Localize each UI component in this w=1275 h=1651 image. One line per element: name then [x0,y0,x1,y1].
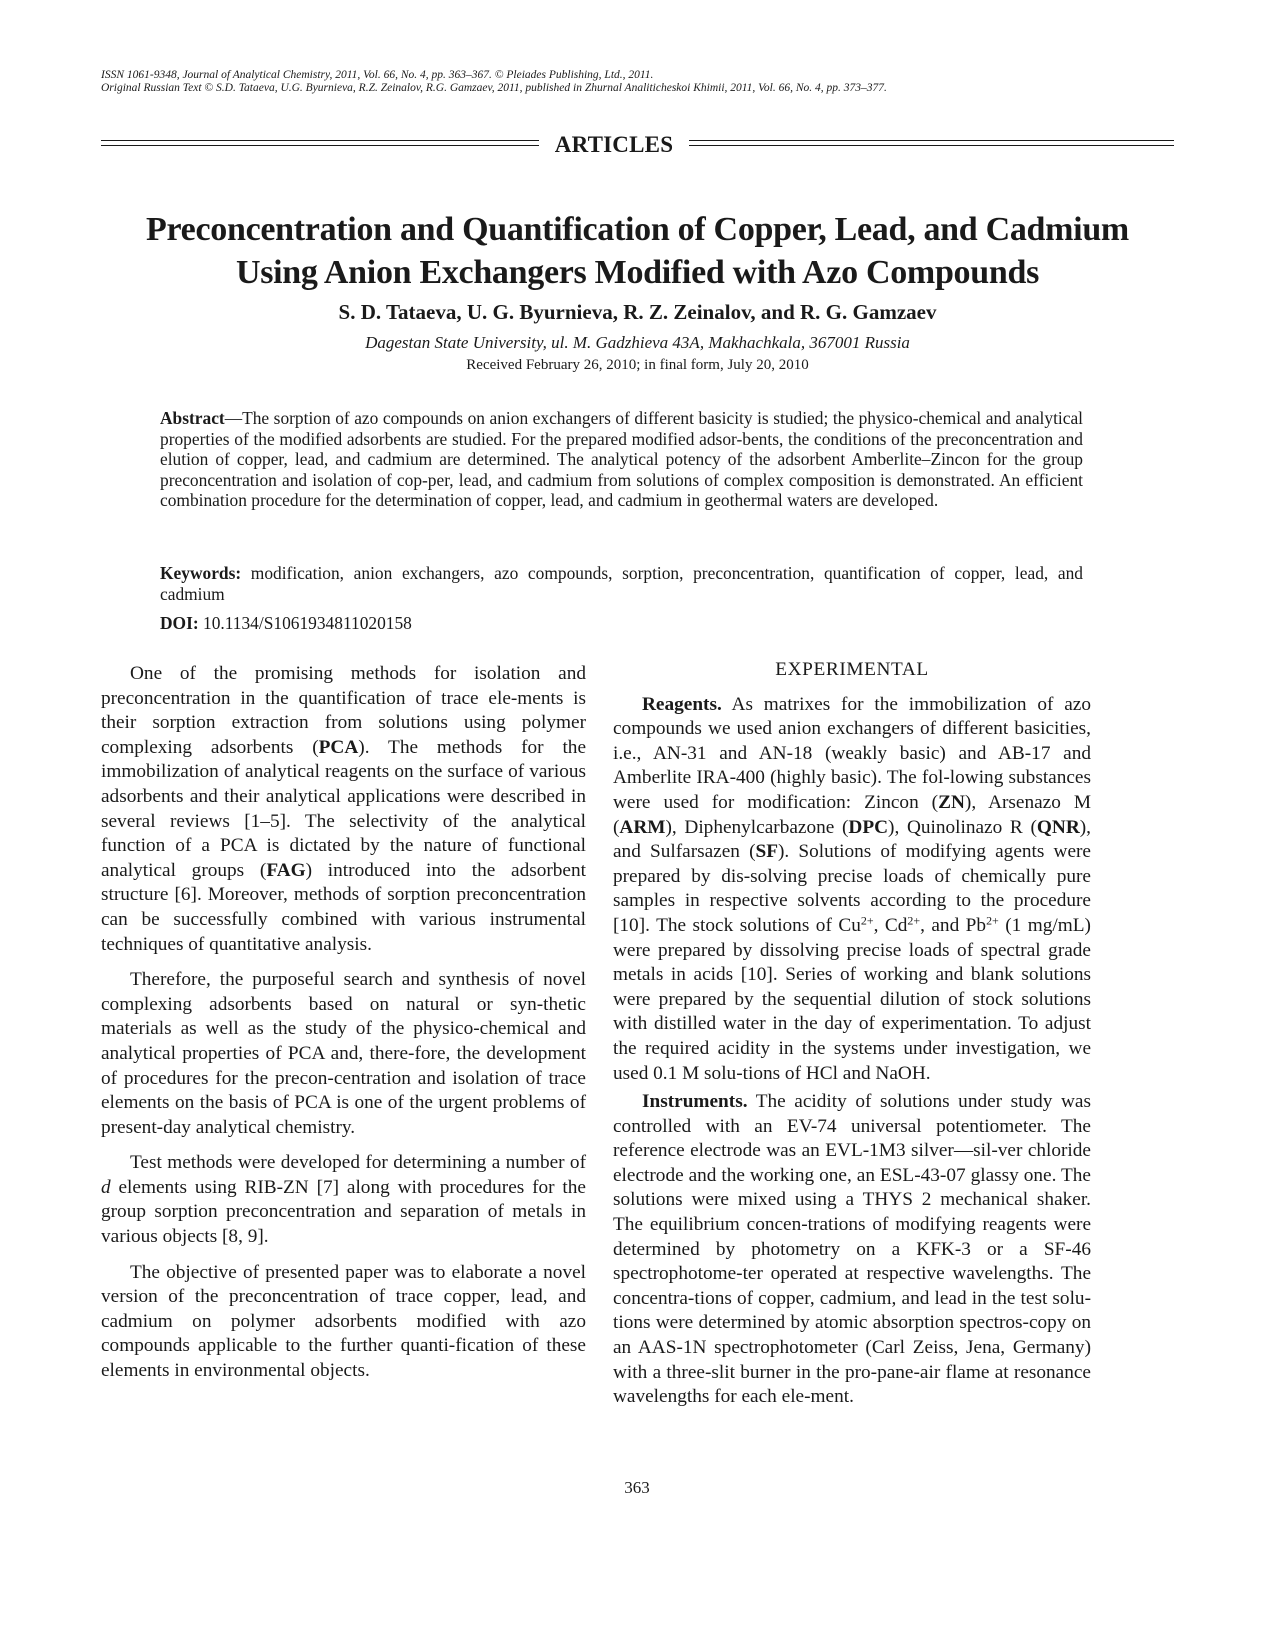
right-column [613,658,1091,1410]
article-title [90,208,1185,294]
doi [160,613,412,634]
reagents-paragraph: Reagents. As matrixes for the immobilization of azo compounds we used anion exchangers of different basicities, i.e., AN-31 and AN-18 (weakly basic) and AB-17 and Amberlite IRA-400 (highly basic). The fol-lowing substances were used for modification: Zincon (ZN), Arsenazo M (ARM), Diphenylcarbazone (DPC), Quinolinazo R (QNR), and Sulfarsazen (SF). Solutions of modifying agents were prepared by dis-solving precise loads of chemically pure samples in respective solvents according to the procedure [10]. The stock solutions of $Cu^{2+}$, $Cd^{2+}$, and $Pb^{2+}$ (1 mg/mL) were prepared by dissolving precise loads of spectral grade metals in acids [10]. Series of working and blank solutions were prepared by the sequential dilution of stock solutions with distilled water in the day of experimentation. To adjust the required acidity in the systems under investigation, we used 0.1 M solu-tions of HCl and NaOH. [613,693,1091,1084]
intro-paragraph-1: One of the promising methods for isolation and preconcentration in the quantification of trace ele-ments is their sorption extraction from solutions using polymer complexing adsorbents (PCA). The methods for the immobilization of analytical reagents on the surface of various adsorbents and their analytical applications were described in several reviews [1–5]. The selectivity of the analytical function of a PCA is dictated by the nature of functional analytical groups (FAG) introduced into the adsorbent structure [6]. Moreover, methods of sorption preconcentration can be successfully combined with various instrumental techniques of quantitative analysis. [101,663,586,955]
keywords [160,563,1083,604]
abstract [160,408,1083,511]
abstract-text: —The sorption of azo compounds on anion exchangers of different basicity is studied; the physico-chemical and analytical properties of the modified adsorbents are studied. For the prepared modified adsor-bents, the conditions of the preconcentration and elution of copper, lead, and cadmium are determined. The analytical potency of the adsorbent Amberlite–Zincon for the group preconcentration and isolation of cop-per, lead, and cadmium from solutions of complex composition is demonstrated. An efficient combination procedure for the determination of copper, lead, and cadmium in geothermal waters are developed. [160,408,1083,510]
doi-label: DOI: [160,613,199,633]
received-dates: Received February 26, 2010; in final form, July 20, 2010 [466,357,809,373]
abstract-label: Abstract [160,408,225,428]
section-label: ARTICLES [554,132,674,157]
title-line-2: Using Anion Exchangers Modified with Azo Compounds [235,254,1040,291]
title-line-1: Preconcentration and Quantification of Copper, Lead, and Cadmium [146,211,1129,248]
keywords-text: modification, anion exchangers, azo compounds, sorption, preconcentration, quantification of copper, lead, and cadmium [160,563,1083,604]
authors: S. D. Tataeva, U. G. Byurnieva, R. Z. Zeinalov, and R. G. Gamzaev [338,300,937,324]
experimental-heading: EXPERIMENTAL [775,659,929,680]
intro-paragraph-4: The objective of presented paper was to elaborate a novel version of the preconcentration of trace copper, lead, and cadmium on polymer adsorbents modified with azo compounds applicable to the further quanti-fication of these elements in environmental objects. [101,1261,586,1382]
original-text-line: Original Russian Text © S.D. Tataeva, U.G. Byurnieva, R.Z. Zeinalov, R.G. Gamzaev, 2011, published in Zhurnal Analiticheskoi Khimii, 2011, Vol. 66, No. 4, pp. 373–377. [101,82,887,94]
section-rule-right [689,140,1174,148]
section-rule-left [101,140,539,148]
page-number: 363 [624,1478,650,1497]
intro-paragraph-2: Therefore, the purposeful search and synthesis of novel complexing adsorbents based on natural or syn-thetic materials as well as the study of the physico-chemical and analytical properties of PCA and, there-fore, the development of procedures for the precon-centration and isolation of trace elements on the basis of PCA is one of the urgent problems of present-day analytical chemistry. [101,969,586,1138]
doi-link[interactable]: 10.1134/S1061934811020158 [198,613,412,633]
instruments-paragraph: Instruments. The acidity of solutions under study was controlled with an EV-74 universal potentiometer. The reference electrode was an EVL-1M3 silver—sil-ver chloride electrode and the working one, an ESL-43-07 glassy one. The solutions were mixed using a THYS 2 mechanical shaker. The equilibrium concen-trations of modifying reagents were determined by photometry on a KFK-3 or a SF-46 spectrophotome-ter operated at respective wavelengths. The concentra-tions of copper, cadmium, and lead in the test solu-tions were determined by atomic absorption spectros-copy on an AAS-1N spectrophotometer (Carl Zeiss, Jena, Germany) with a three-slit burner in the pro-pane-air flame at resonance wavelengths for each ele-ment. [613,1091,1091,1408]
intro-paragraph-3: Test methods were developed for determining a number of d elements using RIB-ZN [7] along with procedures for the group sorption preconcentration and separation of metals in various objects [8, 9]. [101,1152,586,1248]
keywords-label: Keywords: [160,563,242,583]
left-column [101,662,586,1384]
affiliation: Dagestan State University, ul. M. Gadzhieva 43A, Makhachkala, 367001 Russia [365,333,910,352]
journal-citation-line: ISSN 1061-9348, Journal of Analytical Chemistry, 2011, Vol. 66, No. 4, pp. 363–367. © Pleiades Publishing, Ltd., 2011. [101,69,654,81]
